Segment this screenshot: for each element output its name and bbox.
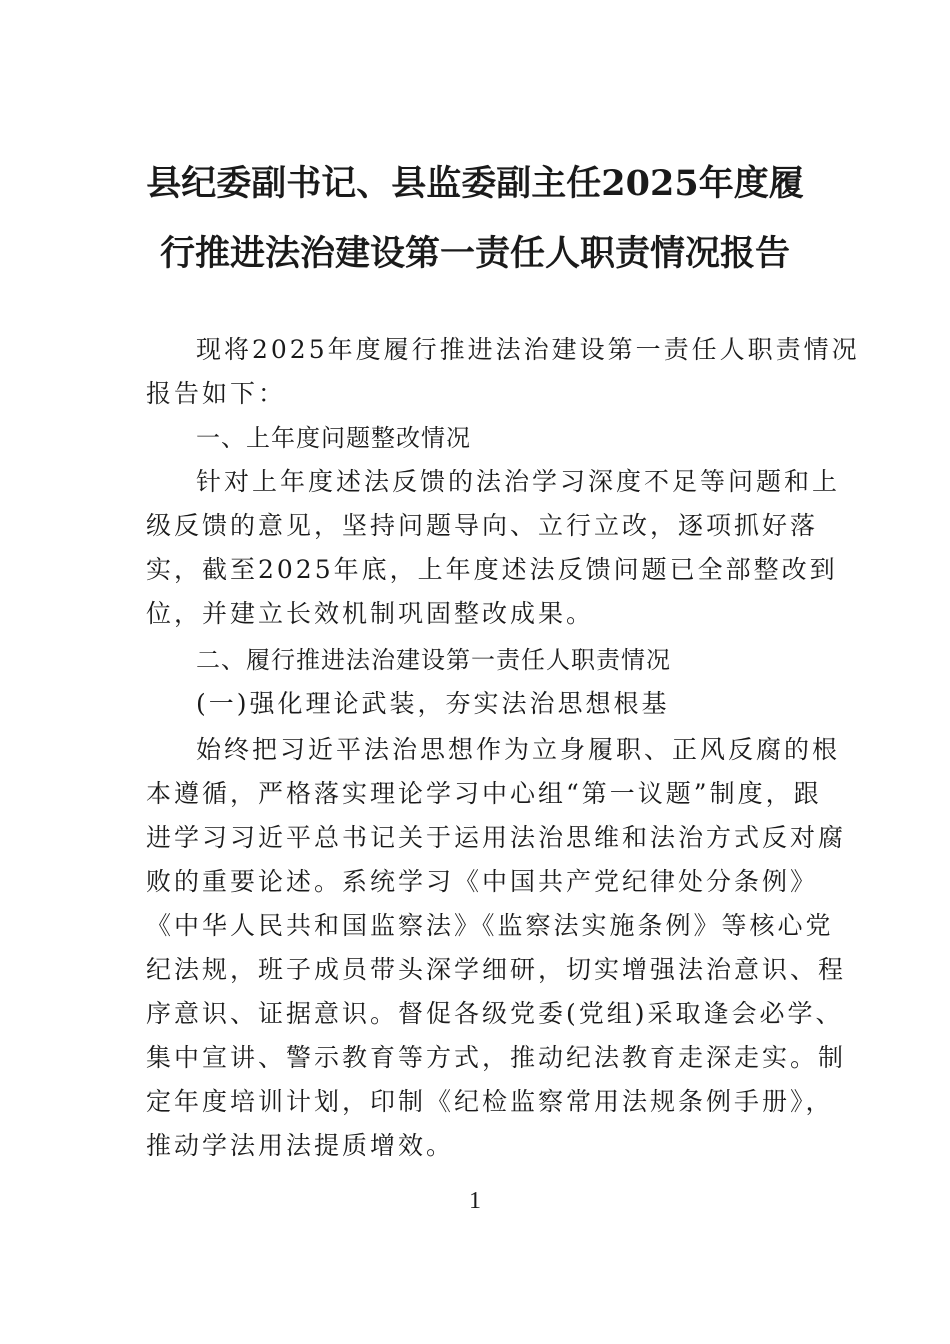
- paragraph-line: 位，并建立长效机制巩固整改成果。: [146, 599, 595, 628]
- paragraph-line: 败的重要论述。系统学习《中国共产党纪律处分条例》: [146, 867, 819, 896]
- paragraph-line: 《中华人民共和国监察法》《监察法实施条例》等核心党: [146, 911, 834, 940]
- paragraph-line: 推动学法用法提质增效。: [146, 1131, 455, 1160]
- paragraph-line: 集中宣讲、警示教育等方式，推动纪法教育走深走实。制: [146, 1043, 847, 1072]
- intro-line-2: 报告如下：: [146, 379, 287, 408]
- paragraph-line: 始终把习近平法治思想作为立身履职、正风反腐的根: [196, 735, 841, 764]
- intro-line-1: 现将2025年度履行推进法治建设第一责任人职责情况: [196, 335, 860, 364]
- paragraph-line: 定年度培训计划，印制《纪检监察常用法规条例手册》，: [146, 1087, 834, 1116]
- paragraph-line: 序意识、证据意识。督促各级党委(党组)采取逢会必学、: [146, 999, 844, 1028]
- paragraph-line: 纪法规，班子成员带头深学细研，切实增强法治意识、程: [146, 955, 847, 984]
- document-title-line-2: 行推进法治建设第一责任人职责情况报告: [159, 233, 790, 274]
- page-number: 1: [469, 1188, 481, 1214]
- paragraph-line: 本遵循，严格落实理论学习中心组“第一议题”制度，跟: [146, 779, 822, 808]
- subsection-heading-1: (一)强化理论武装，夯实法治思想根基: [196, 689, 670, 718]
- document-title-line-1: 县纪委副书记、县监委副主任2025年度履: [146, 163, 804, 204]
- section-heading-1: 一、上年度问题整改情况: [196, 424, 471, 452]
- paragraph-line: 级反馈的意见，坚持问题导向、立行立改，逐项抓好落: [146, 511, 819, 540]
- paragraph-line: 针对上年度述法反馈的法治学习深度不足等问题和上: [196, 467, 841, 496]
- paragraph-line: 进学习习近平总书记关于运用法治思维和法治方式反对腐: [146, 823, 847, 852]
- section-heading-2: 二、履行推进法治建设第一责任人职责情况: [196, 646, 671, 674]
- paragraph-line: 实，截至2025年底，上年度述法反馈问题已全部整改到: [146, 555, 838, 584]
